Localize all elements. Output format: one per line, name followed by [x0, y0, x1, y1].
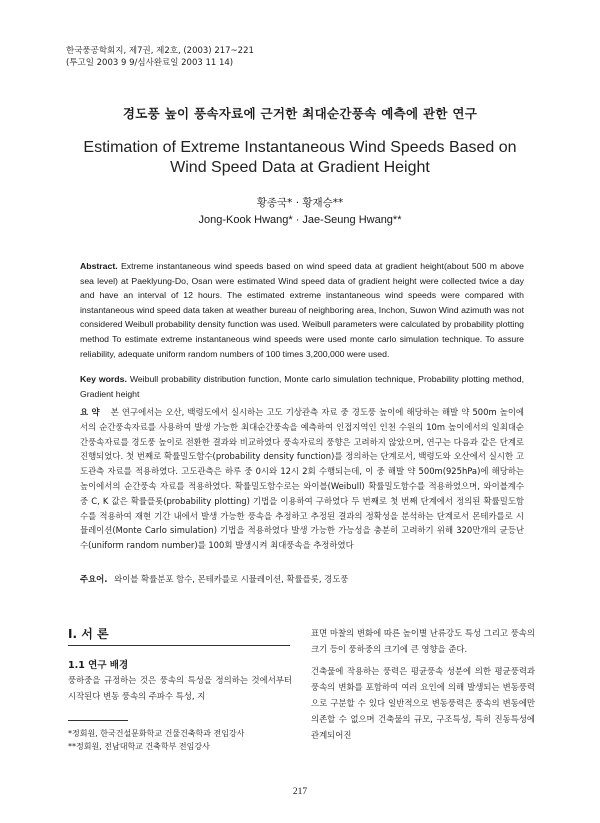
summary-text: 본 연구에서는 오산, 백령도에서 실시하는 고도 기상관측 자료 중 경도풍 높이에 해당하는 해발 약 500m 높이에서의 순간풍속자료를 사용하여 발생 가능한 최대순간풍속을 예측하여 인접지역인 인천 수원의 10m 높이에서의 일최대순간풍속자료를 경도풍 높이로 전환한 결과와 비교하였다 풍속자료의 풍향은 고려하지 않았으며, 연구는 다음과 같은 단계로 진행되었다. 첫 번째로 확률밀도함수(probability density function)를 정의하는 단계로서, 백령도와 오산에서 실시한 고도관측 자료를 적용하였다. 고도관측은 하루 중 0시와 12시 2회 수행되는데, 이 중 해발 약 500m(925hPa)에 해당하는 높이에서의 순간풍속 자료를 적용하였다. 확률밀도함수로는 와이블(Weibull) 확률밀도함수를 적용하였으며, 와이블계수 중 C, K 값은 확률플롯(probability plotting) 기법을 이용하여 구하였다 두 번째로 첫 번째 단계에서 정의된 확률밀도함수를 적용하여 재현 기간 내에서 발생 가능한 풍속을 추정하고 추정된 결과의 정확성을 분석하는 단계로서 몬테카를로 시뮬레이션(Monte Carlo simulation) 기법을 적용하였다 발생 가능한 가능성을 충분히 고려하기 위해 320만개의 균등난수(uniform random number)를 100회 발생시켜 최대풍속을 추정하였다 [80, 407, 524, 551]
korean-keywords-label: 주요어. [80, 574, 108, 584]
footnote-2: **정회원, 전남대학교 건축학부 전임강사 [68, 742, 210, 751]
english-title-line-1: Estimation of Extreme Instantaneous Wind Speeds Based on [83, 139, 517, 156]
subsection-title-background: 1.1 연구 배경 [68, 660, 129, 671]
journal-header [66, 45, 254, 69]
section-title-introduction: I. 서 론 [68, 627, 109, 641]
korean-title: 경도풍 높이 풍속자료에 근거한 최대순간풍속 예측에 관한 연구 [122, 106, 478, 121]
footnotes [68, 727, 298, 753]
right-column [311, 625, 535, 749]
received-dates: (투고일 2003 9 9/심사완료일 2003 11 14) [66, 58, 234, 68]
keywords [80, 372, 524, 401]
english-title-line-2: Wind Speed Data at Gradient Height [170, 159, 430, 176]
footnote-divider [68, 720, 128, 721]
korean-summary [80, 405, 524, 553]
footnote-1: *정회원, 한국건설문화학교 건물건축학과 전임강사 [68, 729, 245, 738]
korean-keywords [80, 572, 524, 586]
english-title [0, 138, 600, 178]
right-column-paragraph-1: 표면 마찰의 변화에 따른 높이별 난류강도 특성 그리고 풍속의 크기 등이 풍하중의 크기에 큰 영향을 준다. [311, 628, 535, 654]
right-column-paragraph-2: 건축물에 작용하는 풍력은 평균풍속 성분에 의한 평균풍력과 풍속의 변화를 포함하여 여러 요인에 의해 발생되는 변동풍력으로 구분할 수 있다 일반적으로 변동풍력은 풍속의 변동에만 의존할 수 없으며 건축물의 규모, 구조특성, 특히 진동특성에 관계되어진 [311, 666, 535, 740]
abstract-label: Abstract. [80, 261, 118, 271]
journal-citation: 한국풍공학회지, 제7권, 제2호, (2003) 217~221 [66, 46, 254, 56]
section-divider [68, 645, 290, 646]
keywords-label: Key words. [80, 374, 127, 384]
page-number: 217 [292, 787, 308, 797]
summary-label: 요 약 [80, 407, 100, 417]
left-column-text: 풍하중을 규정하는 것은 풍속의 특성을 정의하는 것에서부터 시작된다 변동 풍속의 주파수 특성, 지 [68, 675, 292, 701]
abstract [80, 259, 524, 361]
authors-english: Jong-Kook Hwang* · Jae-Seung Hwang** [198, 214, 402, 226]
authors-korean: 황종국* · 황재승** [256, 197, 344, 209]
korean-keywords-text: 와이블 확률분포 함수, 몬테카를로 시뮬레이션, 확률플롯, 경도풍 [114, 574, 349, 584]
abstract-text: Extreme instantaneous wind speeds based on wind speed data at gradient height(about 500 m above sea level) at Paeklyung-Do, Osan were estimated Wind speed data of gradient height were collected twice a day and have an interval of 12 hours. The estimated extreme instantaneous wind speeds were compared with instantaneous wind speed data taken at weather bureau of neighboring area, Inchon, Suwon Wind azimuth was not considered Weibull probability density function was used. Weibull parameters were calculated by probability plotting method To estimate extreme instantaneous wind speeds were used monte carlo simulation technique. To assure reliability, adequate uniform random numbers of 100 times 3,200,000 were used. [80, 261, 524, 359]
keywords-text: Weibull probability distribution function, Monte carlo simulation technique, Probability plotting method, Gradient height [80, 374, 525, 399]
